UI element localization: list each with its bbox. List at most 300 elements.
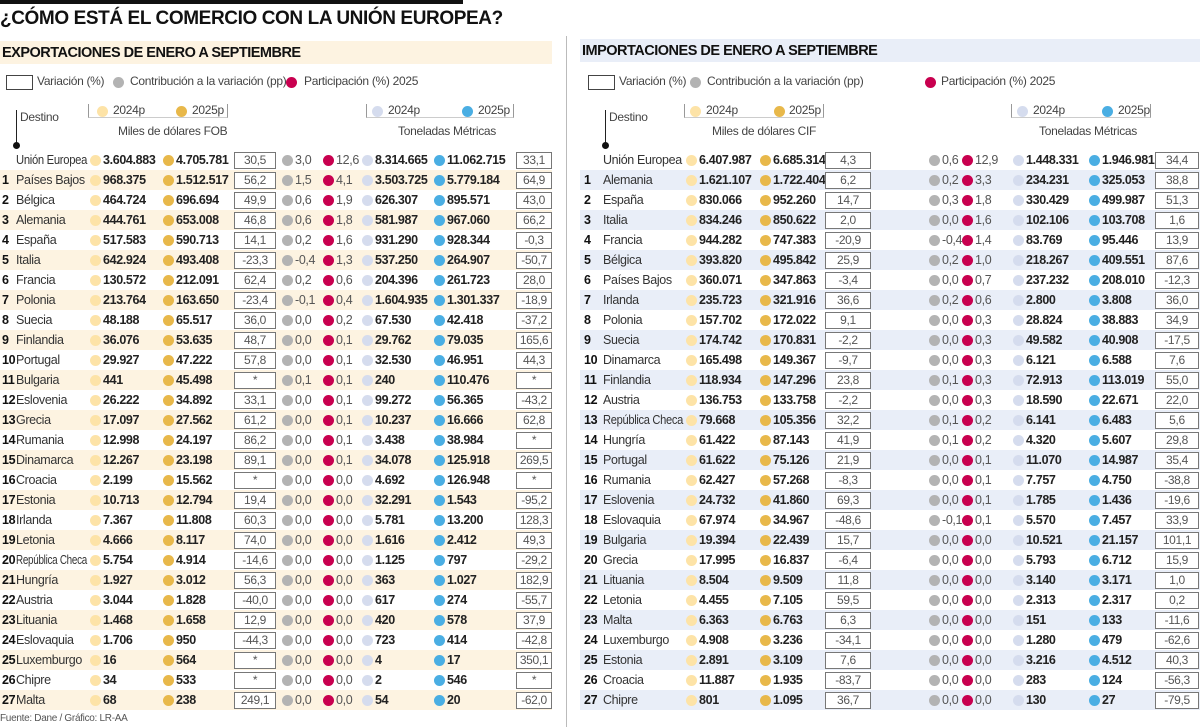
value-2025: 133.758 xyxy=(773,393,816,407)
tonnage-variation-box: 55,0 xyxy=(1155,372,1199,389)
tonnage-2024: 1.604.935 xyxy=(375,293,428,307)
t2024-dot-icon xyxy=(362,375,373,386)
contribution-value: 0,0 xyxy=(295,633,312,647)
y2024-dot-icon xyxy=(90,215,101,226)
value-2025: 172.022 xyxy=(773,313,816,327)
y2024-dot-icon xyxy=(90,635,101,646)
t2024-dot-icon xyxy=(1013,515,1024,526)
y2025-dot-icon xyxy=(163,295,174,306)
value-variation-box: 46,8 xyxy=(234,212,276,229)
country-name: Alemania xyxy=(603,173,653,187)
contribution-dot-icon xyxy=(929,455,940,466)
tonnage-2024: 102.106 xyxy=(1026,213,1069,227)
contribution-dot-icon xyxy=(282,615,293,626)
contribution-value: 0,1 xyxy=(942,373,959,387)
t2024-dot-icon xyxy=(1013,475,1024,486)
value-variation-box: 21,9 xyxy=(825,452,871,469)
participation-value: 3,3 xyxy=(975,173,992,187)
contribution-dot-icon xyxy=(282,655,293,666)
tonnage-variation-box: 38,8 xyxy=(1155,172,1199,189)
tonnage-variation-box: 7,6 xyxy=(1155,352,1199,369)
participation-value: 1,9 xyxy=(336,193,353,207)
tonnage-2024: 4.320 xyxy=(1026,433,1056,447)
y2024-dot-icon xyxy=(90,415,101,426)
value-2025: 45.498 xyxy=(176,373,213,387)
contribution-dot-icon xyxy=(929,535,940,546)
table-row xyxy=(0,690,552,710)
value-variation-box: 14,1 xyxy=(234,232,276,249)
t2025-dot-icon xyxy=(1089,415,1100,426)
table-row xyxy=(580,270,1200,290)
value-2025: 57.268 xyxy=(773,473,810,487)
rank: 13 xyxy=(2,413,16,427)
y2025-dot-icon xyxy=(760,535,771,546)
table-row xyxy=(0,510,552,530)
country-name: Estonia xyxy=(603,653,643,667)
value-2025: 495.842 xyxy=(773,253,816,267)
tonnage-2025: 4.512 xyxy=(1102,653,1132,667)
table-row xyxy=(0,590,552,610)
y2024-dot-icon xyxy=(686,215,697,226)
value-2024: 10.713 xyxy=(103,493,140,507)
value-variation-box: -14,6 xyxy=(234,552,276,569)
contribution-dot-icon xyxy=(282,415,293,426)
participation-dot-icon xyxy=(962,555,973,566)
value-variation-box: -23,3 xyxy=(234,252,276,269)
y2024-dot-icon xyxy=(90,335,101,346)
y2024-dot-icon xyxy=(90,195,101,206)
contribution-dot-icon xyxy=(282,335,293,346)
tonnage-2025: 40.908 xyxy=(1102,333,1139,347)
t2024-label: 2024p xyxy=(388,103,420,117)
t2025-dot-icon xyxy=(434,575,445,586)
tonnage-2025: 546 xyxy=(447,673,467,687)
contribution-dot-icon xyxy=(282,695,293,706)
t2025-dot-icon xyxy=(434,615,445,626)
t2025-dot-icon xyxy=(1089,555,1100,566)
country-name: Polonia xyxy=(16,293,56,307)
tonnage-2025: 42.418 xyxy=(447,313,484,327)
tonnage-2025: 56.365 xyxy=(447,393,484,407)
participation-value: 0,0 xyxy=(975,653,992,667)
country-name: Chipre xyxy=(16,673,51,687)
t2025-dot-icon xyxy=(434,695,445,706)
rank: 9 xyxy=(2,333,9,347)
value-variation-box: 89,1 xyxy=(234,452,276,469)
participation-value: 0,0 xyxy=(336,673,353,687)
rank: 5 xyxy=(2,253,9,267)
contribution-value: -0,1 xyxy=(295,293,316,307)
contribution-value: 1,5 xyxy=(295,173,312,187)
contribution-legend-label: Contribución a la variación (pp) xyxy=(130,74,287,88)
value-2024: 118.934 xyxy=(699,373,742,387)
value-2025: 8.117 xyxy=(176,533,205,547)
y2024-dot-icon xyxy=(686,375,697,386)
t2025-dot-icon xyxy=(1089,595,1100,606)
tonnage-2025: 1.543 xyxy=(447,493,477,507)
participation-dot-icon xyxy=(323,535,334,546)
t2025-dot-icon xyxy=(1089,475,1100,486)
tonnage-2024: 10.237 xyxy=(375,413,412,427)
rank: 10 xyxy=(584,353,598,367)
t2025-dot-icon xyxy=(1089,355,1100,366)
participation-dot-icon xyxy=(323,335,334,346)
value-2025: 105.356 xyxy=(773,413,816,427)
tonnage-2025: 967.060 xyxy=(447,213,490,227)
y2025-dot-icon xyxy=(163,275,174,286)
participation-value: 1,6 xyxy=(975,213,992,227)
value-2025: 7.105 xyxy=(773,593,803,607)
y2024-dot-icon xyxy=(90,675,101,686)
t2025-dot-icon xyxy=(434,255,445,266)
participation-dot-icon xyxy=(962,415,973,426)
y2024-dot-icon xyxy=(90,275,101,286)
tonnage-2024: 204.396 xyxy=(375,273,418,287)
t2024-dot-icon xyxy=(362,555,373,566)
country-name: Croacia xyxy=(603,673,644,687)
value-2025: 11.808 xyxy=(176,513,212,527)
value-2025: 3.012 xyxy=(176,573,206,587)
t2025-dot-icon xyxy=(1089,515,1100,526)
t2025-dot-icon xyxy=(1089,615,1100,626)
tonnage-2024: 4 xyxy=(375,653,382,667)
contribution-value: 0,0 xyxy=(942,333,959,347)
table-row xyxy=(580,390,1200,410)
tonnage-2025: 895.571 xyxy=(447,193,490,207)
value-variation-box: -3,4 xyxy=(825,272,871,289)
contribution-value: 0,2 xyxy=(942,173,959,187)
value-variation-box: 57,8 xyxy=(234,352,276,369)
y2025-dot-icon xyxy=(163,435,174,446)
country-name: Finlandia xyxy=(16,333,64,347)
rank: 26 xyxy=(584,673,598,687)
tonnage-2025: 7.457 xyxy=(1102,513,1132,527)
t2025-dot-icon xyxy=(1089,275,1100,286)
t2025-dot-icon xyxy=(1089,195,1100,206)
participation-dot-icon xyxy=(962,255,973,266)
tonnage-variation-box: 101,1 xyxy=(1155,532,1199,549)
participation-value: 0,6 xyxy=(336,273,353,287)
country-name: Dinamarca xyxy=(603,353,661,367)
value-variation-box: 30,5 xyxy=(234,152,276,169)
participation-dot-icon xyxy=(323,155,334,166)
tonnage-2025: 133 xyxy=(1102,613,1122,627)
value-variation-box: 19,4 xyxy=(234,492,276,509)
table-row xyxy=(580,290,1200,310)
value-2025: 1.095 xyxy=(773,693,803,707)
contribution-dot-icon xyxy=(929,255,940,266)
value-2025: 47.222 xyxy=(176,353,213,367)
y2024-dot-icon xyxy=(90,555,101,566)
y2025-dot-icon xyxy=(163,315,174,326)
participation-value: 0,0 xyxy=(336,633,353,647)
contribution-dot-icon xyxy=(929,195,940,206)
table-row xyxy=(580,490,1200,510)
t2025-dot-icon xyxy=(434,595,445,606)
participation-value: 0,1 xyxy=(975,453,992,467)
contribution-dot-icon xyxy=(282,315,293,326)
table-row xyxy=(0,210,552,230)
y2025-dot-icon xyxy=(760,595,771,606)
contribution-dot-icon xyxy=(929,515,940,526)
participation-value: 1,6 xyxy=(336,233,353,247)
t2024-dot-icon xyxy=(362,575,373,586)
tonnage-2025: 409.551 xyxy=(1102,253,1145,267)
participation-value: 0,0 xyxy=(336,573,353,587)
participation-value: 0,1 xyxy=(336,393,353,407)
participation-dot-icon xyxy=(962,215,973,226)
country-name: República Checa xyxy=(603,413,683,427)
value-2024: 29.927 xyxy=(103,353,140,367)
participation-dot-icon xyxy=(962,495,973,506)
tonnage-variation-box: * xyxy=(516,672,552,689)
value-2025: 3.109 xyxy=(773,653,803,667)
participation-dot-icon xyxy=(962,235,973,246)
tonnage-2025: 17 xyxy=(447,653,461,667)
tonnage-2025: 3.171 xyxy=(1102,573,1132,587)
contribution-value: 0,0 xyxy=(295,673,312,687)
tonnage-variation-box: -62,6 xyxy=(1155,632,1199,649)
y2024-dot-icon xyxy=(97,106,108,117)
tonnage-variation-box: -42,8 xyxy=(516,632,552,649)
value-2025: 65.517 xyxy=(176,313,213,327)
country-name: Malta xyxy=(16,693,45,707)
y2025-dot-icon xyxy=(176,106,187,117)
contribution-value: 0,0 xyxy=(295,513,312,527)
t2024-dot-icon xyxy=(362,615,373,626)
t2024-dot-icon xyxy=(1013,535,1024,546)
rank: 24 xyxy=(2,633,16,647)
value-2025: 212.091 xyxy=(176,273,219,287)
value-variation-box: 69,3 xyxy=(825,492,871,509)
y2024-dot-icon xyxy=(90,315,101,326)
tonnage-2025: 38.883 xyxy=(1102,313,1139,327)
tonnage-2024: 3.140 xyxy=(1026,573,1056,587)
t2025-dot-icon xyxy=(1089,255,1100,266)
participation-value: 0,0 xyxy=(336,653,353,667)
participation-value: 0,1 xyxy=(975,493,992,507)
t2024-dot-icon xyxy=(1013,455,1024,466)
participation-value: 1,8 xyxy=(336,213,353,227)
participation-dot-icon xyxy=(323,635,334,646)
tonnage-2024: 54 xyxy=(375,693,389,707)
y2025-dot-icon xyxy=(760,555,771,566)
contribution-dot-icon xyxy=(282,355,293,366)
y2024-dot-icon xyxy=(90,395,101,406)
t2024-dot-icon xyxy=(362,355,373,366)
table-row xyxy=(0,310,552,330)
value-variation-box: -6,4 xyxy=(825,552,871,569)
tonnage-2024: 617 xyxy=(375,593,395,607)
t2025-dot-icon xyxy=(1089,175,1100,186)
country-name: Suecia xyxy=(603,333,640,347)
value-variation-box: -83,7 xyxy=(825,672,871,689)
tonnage-variation-box: -12,3 xyxy=(1155,272,1199,289)
contribution-dot-icon xyxy=(282,235,293,246)
participation-dot-icon xyxy=(323,695,334,706)
participation-dot-icon xyxy=(962,515,973,526)
tonnage-2025: 20 xyxy=(447,693,461,707)
source-note: Fuente: Dane / Gráfico: LR-AA xyxy=(0,713,128,724)
country-name: Malta xyxy=(603,613,632,627)
value-variation-box: 36,0 xyxy=(234,312,276,329)
value-2025: 27.562 xyxy=(176,413,213,427)
country-name: España xyxy=(16,233,57,247)
y2025-dot-icon xyxy=(163,575,174,586)
top-rule xyxy=(0,0,463,4)
tonnage-2025: 16.666 xyxy=(447,413,484,427)
participation-dot-icon xyxy=(323,675,334,686)
value-variation-box: 11,8 xyxy=(825,572,871,589)
y2025-dot-icon xyxy=(760,695,771,706)
y2025-dot-icon xyxy=(163,235,174,246)
t2025-dot-icon xyxy=(1089,375,1100,386)
table-row xyxy=(580,690,1200,710)
y2025-dot-icon xyxy=(163,655,174,666)
contribution-value: 0,0 xyxy=(295,693,312,707)
table-row xyxy=(580,330,1200,350)
value-2024: 1.621.107 xyxy=(699,173,752,187)
y2024-label: 2024p xyxy=(706,103,738,117)
tonnage-variation-box: 28,0 xyxy=(516,272,552,289)
rank: 6 xyxy=(2,273,9,287)
value-variation-box: 36,7 xyxy=(825,692,871,709)
y2025-dot-icon xyxy=(163,155,174,166)
t2024-dot-icon xyxy=(1013,555,1024,566)
value-2025: 24.197 xyxy=(176,433,213,447)
y2025-dot-icon xyxy=(163,395,174,406)
participation-value: 0,1 xyxy=(336,333,353,347)
rank: 15 xyxy=(2,453,16,467)
value-2024: 4.455 xyxy=(699,593,729,607)
tonnage-2025: 274 xyxy=(447,593,467,607)
destino-pointer-dot-icon xyxy=(602,142,609,149)
rank: 18 xyxy=(2,513,16,527)
y2025-dot-icon xyxy=(760,575,771,586)
y2025-dot-icon xyxy=(760,155,771,166)
tonnage-2024: 218.267 xyxy=(1026,253,1069,267)
tonnage-2024: 49.582 xyxy=(1026,333,1063,347)
participation-value: 12,6 xyxy=(336,153,359,167)
contribution-dot-icon xyxy=(282,475,293,486)
rank: 12 xyxy=(584,393,598,407)
participation-value: 0,3 xyxy=(975,393,992,407)
participation-legend-dot-icon xyxy=(925,77,936,88)
value-2025: 6.763 xyxy=(773,613,803,627)
contribution-value: 0,0 xyxy=(942,353,959,367)
y2025-dot-icon xyxy=(163,595,174,606)
country-name: Eslovaquia xyxy=(603,513,661,527)
contribution-dot-icon xyxy=(929,175,940,186)
value-2025: 149.367 xyxy=(773,353,816,367)
contribution-dot-icon xyxy=(929,575,940,586)
tonnage-2024: 330.429 xyxy=(1026,193,1069,207)
contribution-value: 0,6 xyxy=(295,213,312,227)
t2025-dot-icon xyxy=(1089,635,1100,646)
tonnage-2025: 1.027 xyxy=(447,573,477,587)
value-variation-box: -40,0 xyxy=(234,592,276,609)
contribution-dot-icon xyxy=(282,455,293,466)
contribution-dot-icon xyxy=(282,375,293,386)
value-variation-box: 56,3 xyxy=(234,572,276,589)
rank: 2 xyxy=(2,193,9,207)
t2025-dot-icon xyxy=(434,455,445,466)
value-2024: 157.702 xyxy=(699,313,742,327)
t2024-dot-icon xyxy=(1013,655,1024,666)
t2024-dot-icon xyxy=(362,335,373,346)
rank: 16 xyxy=(584,473,598,487)
country-name: Hungría xyxy=(603,433,646,447)
y2024-dot-icon xyxy=(90,255,101,266)
contribution-dot-icon xyxy=(929,495,940,506)
tonnage-2025: 2.317 xyxy=(1102,593,1132,607)
t2024-dot-icon xyxy=(1013,215,1024,226)
rank: 14 xyxy=(584,433,598,447)
tonnage-2025: 1.946.981 xyxy=(1102,153,1155,167)
rank: 18 xyxy=(584,513,598,527)
destino-label: Destino xyxy=(20,110,59,124)
table-row xyxy=(0,430,552,450)
tonnage-2024: 8.314.665 xyxy=(375,153,428,167)
country-name: Hungría xyxy=(16,573,59,587)
value-2024: 12.998 xyxy=(103,433,140,447)
value-2024: 61.422 xyxy=(699,433,736,447)
y2024-dot-icon xyxy=(90,235,101,246)
contribution-dot-icon xyxy=(282,295,293,306)
y2025-dot-icon xyxy=(163,635,174,646)
rank: 3 xyxy=(584,213,591,227)
table-row xyxy=(0,250,552,270)
table-row xyxy=(0,190,552,210)
country-name: Letonia xyxy=(16,533,55,547)
y2024-dot-icon xyxy=(686,275,697,286)
contribution-dot-icon xyxy=(929,655,940,666)
contribution-value: 0,2 xyxy=(942,293,959,307)
contribution-value: 0,0 xyxy=(942,213,959,227)
y2024-dot-icon xyxy=(90,295,101,306)
t2025-dot-icon xyxy=(1089,395,1100,406)
t2024-dot-icon xyxy=(1013,155,1024,166)
participation-value: 0,3 xyxy=(975,353,992,367)
value-2024: 1.927 xyxy=(103,573,133,587)
contribution-value: 0,0 xyxy=(942,453,959,467)
tonnage-variation-box: 5,6 xyxy=(1155,412,1199,429)
contribution-value: 0,0 xyxy=(295,313,312,327)
t2025-dot-icon xyxy=(1089,535,1100,546)
table-row xyxy=(0,450,552,470)
participation-dot-icon xyxy=(962,395,973,406)
participation-value: 1,3 xyxy=(336,253,353,267)
table-row xyxy=(580,610,1200,630)
rank: 7 xyxy=(2,293,9,307)
contribution-value: 0,0 xyxy=(295,433,312,447)
contribution-value: 0,6 xyxy=(295,193,312,207)
y2025-dot-icon xyxy=(760,655,771,666)
contribution-value: 0,1 xyxy=(942,433,959,447)
value-2025: 1.828 xyxy=(176,593,206,607)
t2024-dot-icon xyxy=(1013,275,1024,286)
value-variation-box: * xyxy=(234,672,276,689)
y2025-dot-icon xyxy=(760,175,771,186)
tonnage-2024: 83.769 xyxy=(1026,233,1063,247)
variation-legend-box xyxy=(588,75,615,90)
value-variation-box: 4,3 xyxy=(825,152,871,169)
y2024-dot-icon xyxy=(686,335,697,346)
value-variation-box: -2,2 xyxy=(825,332,871,349)
y2024-dot-icon xyxy=(686,615,697,626)
t2025-dot-icon xyxy=(434,495,445,506)
t2025-dot-icon xyxy=(1089,335,1100,346)
